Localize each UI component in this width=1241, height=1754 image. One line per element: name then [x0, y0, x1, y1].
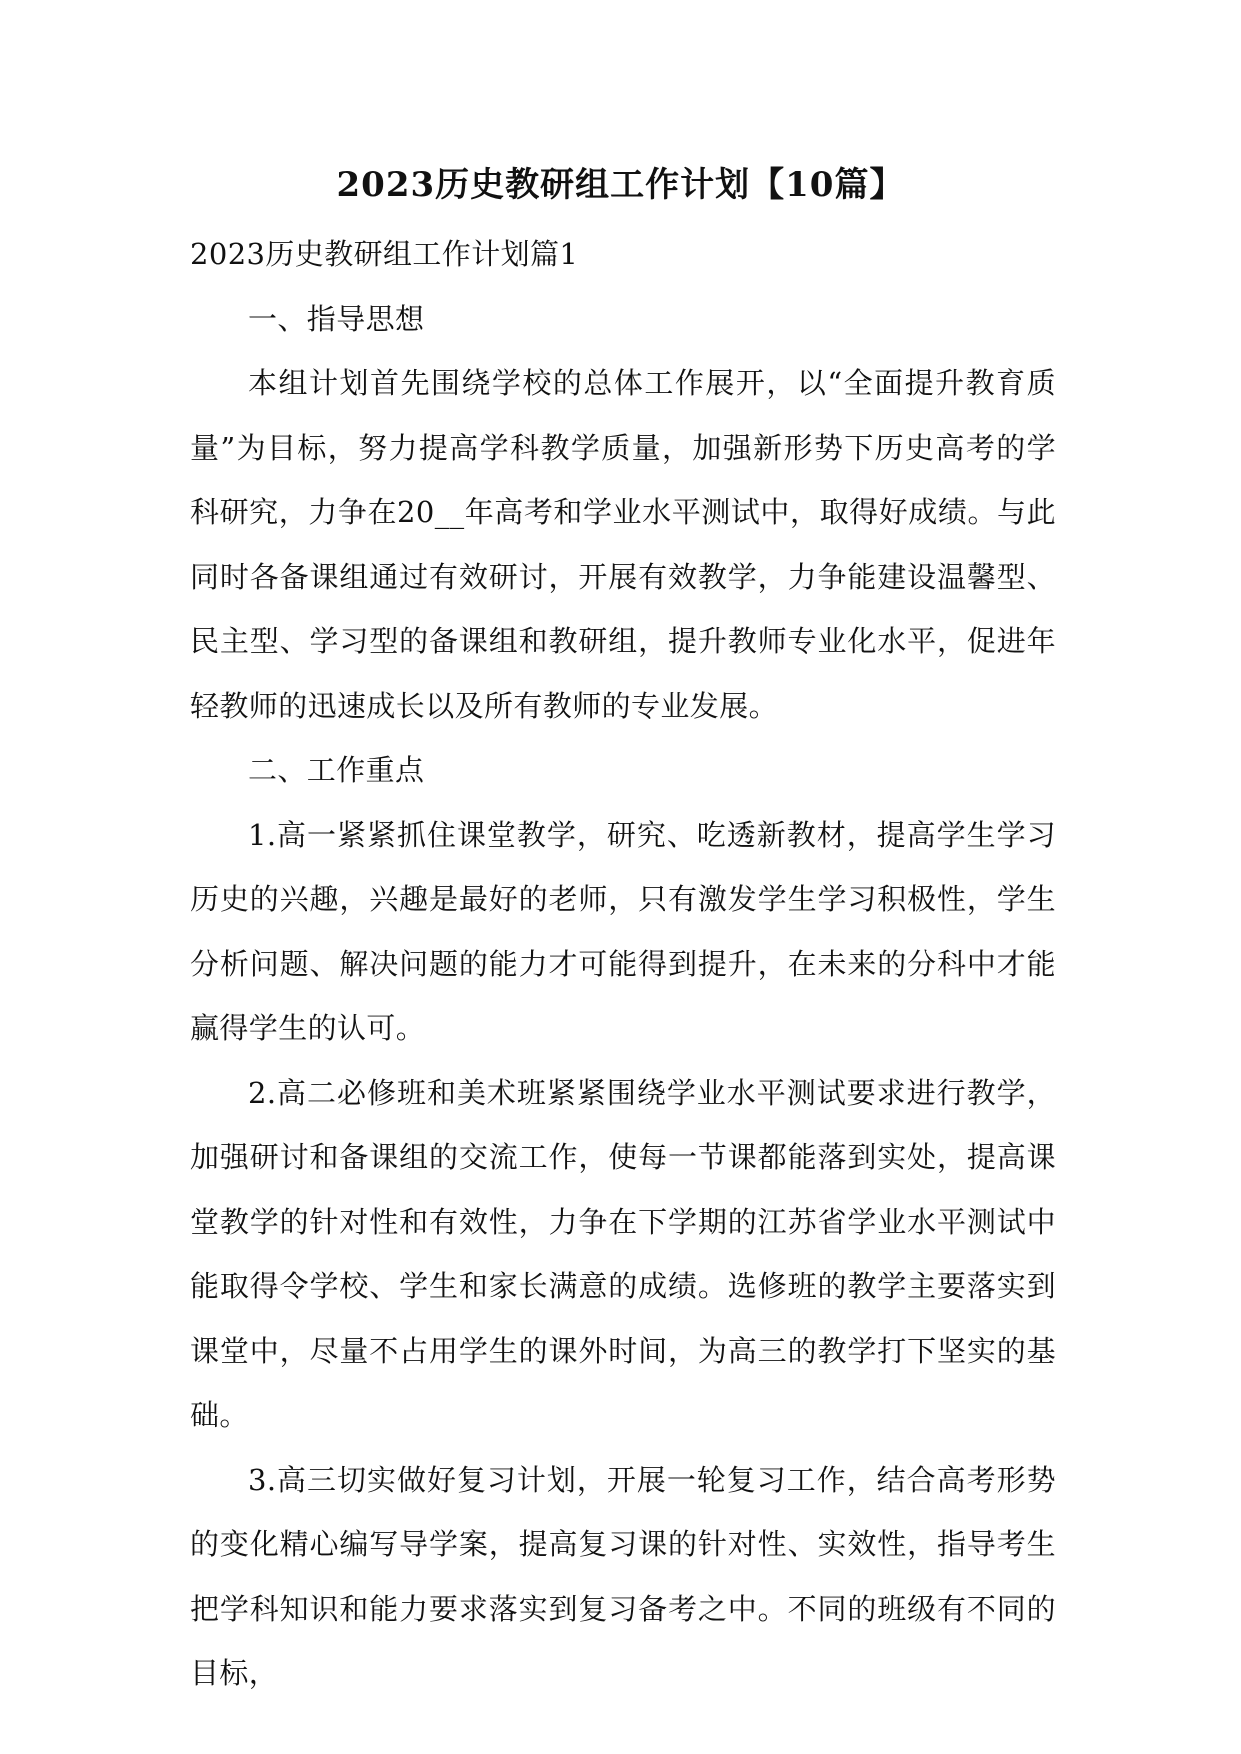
section-heading: 2023历史教研组工作计划篇1: [190, 237, 579, 271]
paragraph-grade-three: 3.高三切实做好复习计划，开展一轮复习工作，结合高考形势的变化精心编写导学案，提高复习课的针对性、实效性，指导考生把学科知识和能力要求落实到复习备考之中。不同的班级有不同的目标，: [190, 1462, 1056, 1690]
heading-work-focus: 二、工作重点: [248, 753, 425, 787]
heading-guiding-ideology: 一、指导思想: [248, 301, 425, 336]
document-body: [190, 222, 1056, 1706]
document-title: 2023历史教研组工作计划【10篇】: [336, 165, 905, 205]
paragraph-grade-two: 2.高二必修班和美术班紧紧围绕学业水平测试要求进行教学，加强研讨和备课组的交流工作，使每一节课都能落到实处，提高课堂教学的针对性和有效性，力争在下学期的江苏省学业水平测试中能取得令学校、学生和家长满意的成绩。选修班的教学主要落实到课堂中，尽量不占用学生的课外时间，为高三的教学打下坚实的基础。: [190, 1075, 1056, 1432]
paragraph-guiding-ideology: 本组计划首先围绕学校的总体工作展开，以“全面提升教育质量”为目标，努力提高学科教学质量，加强新形势下历史高考的学科研究，力争在20__年高考和学业水平测试中，取得好成绩。与此同时各备课组通过有效研讨，开展有效教学，力争能建设温馨型、民主型、学习型的备课组和教研组，提升教师专业化水平，促进年轻教师的迅速成长以及所有教师的专业发展。: [190, 366, 1056, 723]
paragraph-grade-one: 1.高一紧紧抓住课堂教学，研究、吃透新教材，提高学生学习历史的兴趣，兴趣是最好的老师，只有激发学生学习积极性，学生分析问题、解决问题的能力才可能得到提升，在未来的分科中才能赢得学生的认可。: [190, 817, 1056, 1045]
